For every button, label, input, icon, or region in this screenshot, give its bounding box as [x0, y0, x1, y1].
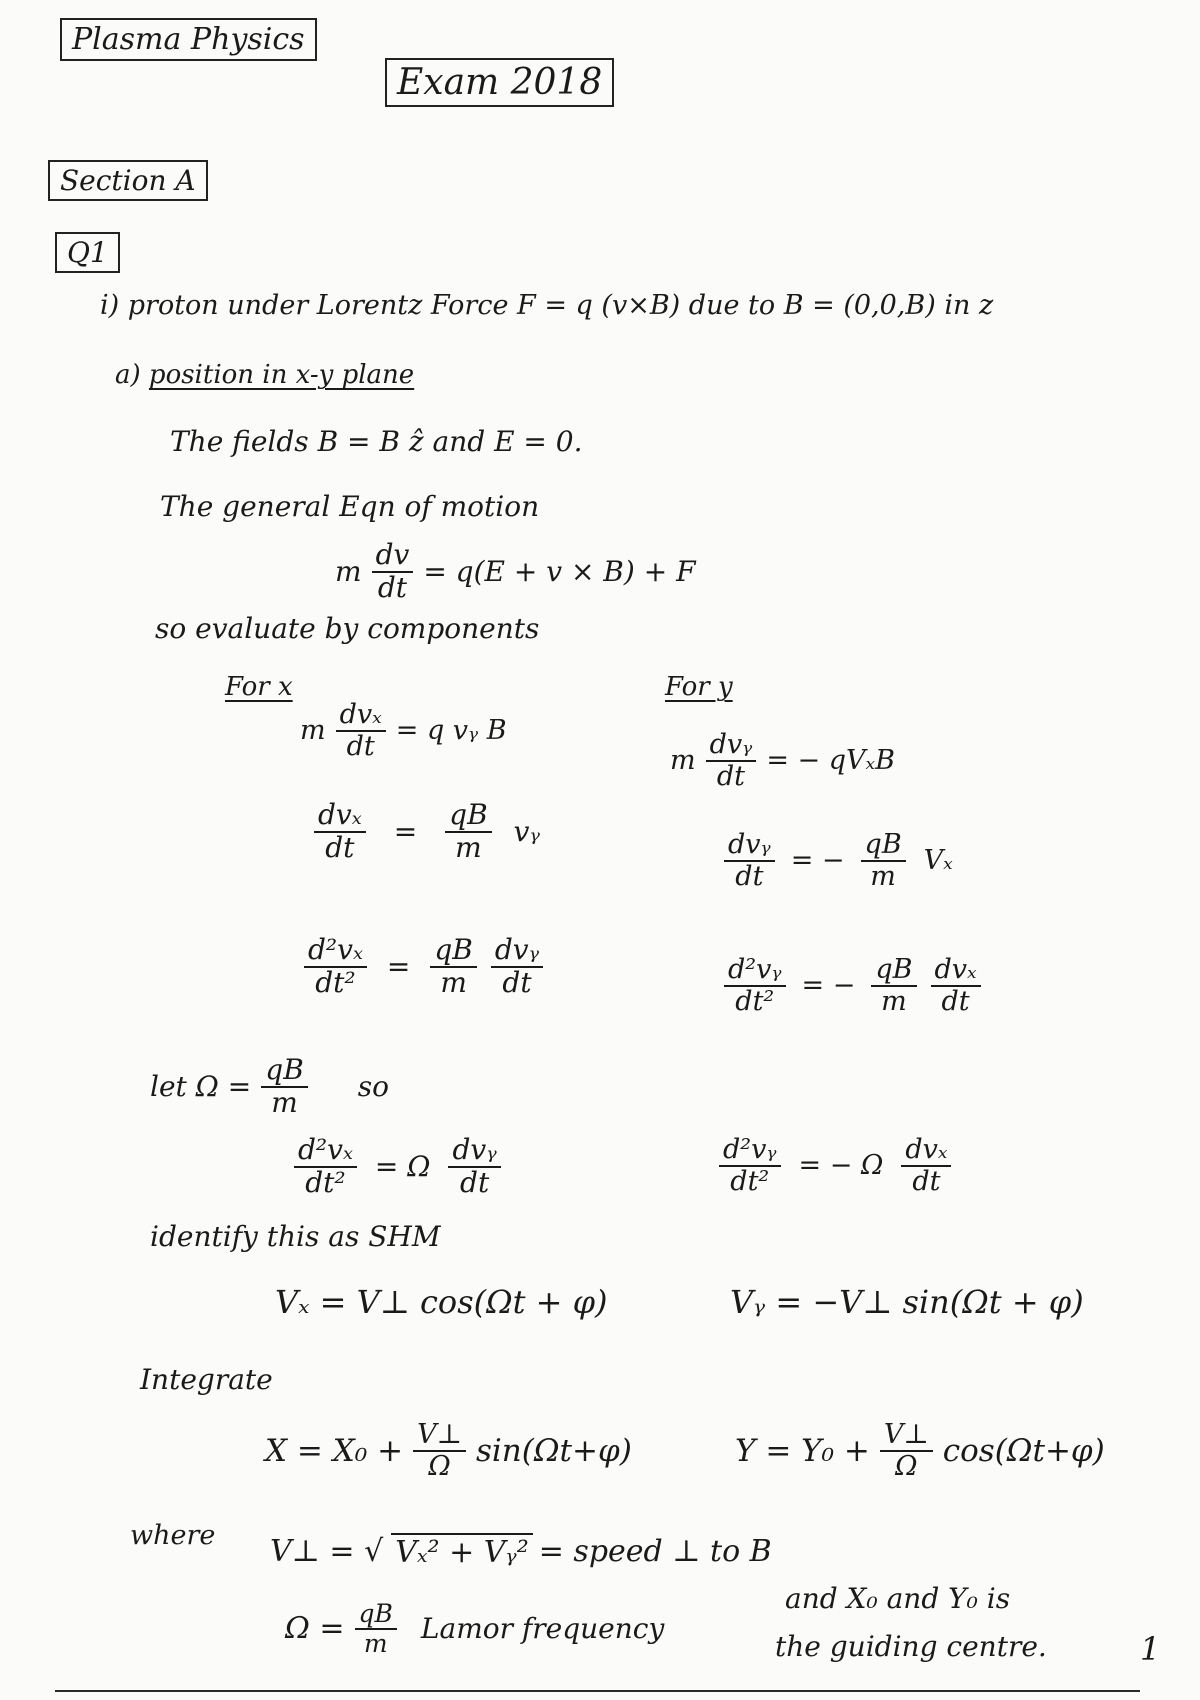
question-label-box — [55, 232, 120, 273]
section-label: Section A — [60, 164, 196, 197]
eom-m: m — [335, 555, 362, 589]
general-eom-equation — [335, 540, 696, 604]
guiding-centre-line1: and X₀ and Y₀ is — [785, 1582, 1011, 1615]
guiding-centre-line2: the guiding centre. — [775, 1630, 1047, 1663]
x-eq3: $\frac{\text{d²vₓ}}{\text{dt²}}$ = $\frac{qB}{m}$ $\frac{\text{dvᵧ}}{dt}$ — [300, 935, 547, 999]
x-eq1: m $\frac{\text{dvₓ}}{dt}$ = q vᵧ B — [300, 699, 507, 762]
for-x-heading: For x — [225, 672, 293, 702]
where-label: where — [130, 1520, 216, 1551]
question-label: Q1 — [67, 236, 108, 269]
y-eq3: $\frac{\text{d²vᵧ}}{\text{dt²}}$ = − $\frac{qB}{m}$ $\frac{\text{dvₓ}}{dt}$ — [720, 955, 985, 1016]
for-y-heading: For y — [665, 672, 733, 702]
eom-rhs: = q(E + v × B) + F — [423, 555, 696, 589]
x-position-solution: X = X₀ + $\frac{V\perp}{\Omega}$ sin(Ωt+φ) — [265, 1419, 632, 1482]
vx-solution: Vₓ = V⊥ cos(Ωt + φ) — [275, 1283, 608, 1321]
exam-title-box — [385, 58, 614, 107]
bottom-divider — [55, 1690, 1140, 1692]
omega-definition: let Ω = $\frac{qB}{m}$ so — [150, 1053, 389, 1119]
shm-text: identify this as SHM — [150, 1220, 441, 1253]
fields-line: The fields B = B ẑ and E = 0. — [170, 425, 583, 458]
vy-solution: Vᵧ = −V⊥ sin(Ωt + φ) — [730, 1283, 1084, 1321]
exam-title: Exam 2018 — [397, 62, 603, 103]
y-eq1: m $\frac{\text{dvᵧ}}{dt}$ = − qVₓB — [670, 729, 895, 792]
course-title-box — [60, 18, 317, 61]
y-eq2: $\frac{\text{dvᵧ}}{dt}$ = − $\frac{qB}{m}$ Vₓ — [720, 830, 953, 891]
sub-a-label: a) — [115, 360, 141, 390]
general-eom-text: The general Eqn of motion — [160, 490, 540, 523]
x-eq2: $\frac{\text{dvₓ}}{dt}$ = $\frac{qB}{m}$ vᵧ — [310, 800, 540, 864]
y-position-solution: Y = Y₀ + $\frac{V\perp}{\Omega}$ cos(Ωt+φ) — [735, 1419, 1105, 1482]
omega-lamor-definition: Ω = $\frac{qB}{m}$ Lamor frequency — [285, 1599, 665, 1658]
sub-a — [115, 360, 414, 390]
page-number: 1 — [1140, 1630, 1161, 1668]
part-i-intro: i) proton under Lorentz Force F = q (v×B) due to B = (0,0,B) in z — [100, 290, 994, 321]
section-label-box — [48, 160, 208, 201]
vperp-definition: V⊥ = √ Vₓ² + Vᵧ² = speed ⊥ to B — [270, 1534, 772, 1570]
components-text: so evaluate by components — [155, 612, 540, 645]
y-eq4: $\frac{\text{d²vᵧ}}{\text{dt²}}$ = − Ω $\frac{\text{dvₓ}}{dt}$ — [715, 1135, 955, 1196]
x-eq4: $\frac{\text{d²vₓ}}{\text{dt²}}$ = Ω $\frac{\text{dvᵧ}}{dt}$ — [290, 1135, 505, 1199]
course-title: Plasma Physics — [72, 22, 305, 57]
integrate-label: Integrate — [140, 1363, 273, 1396]
eom-derivative: $\frac{dv}{dt}$ — [372, 540, 414, 604]
sub-a-title: position in x-y plane — [148, 360, 415, 390]
